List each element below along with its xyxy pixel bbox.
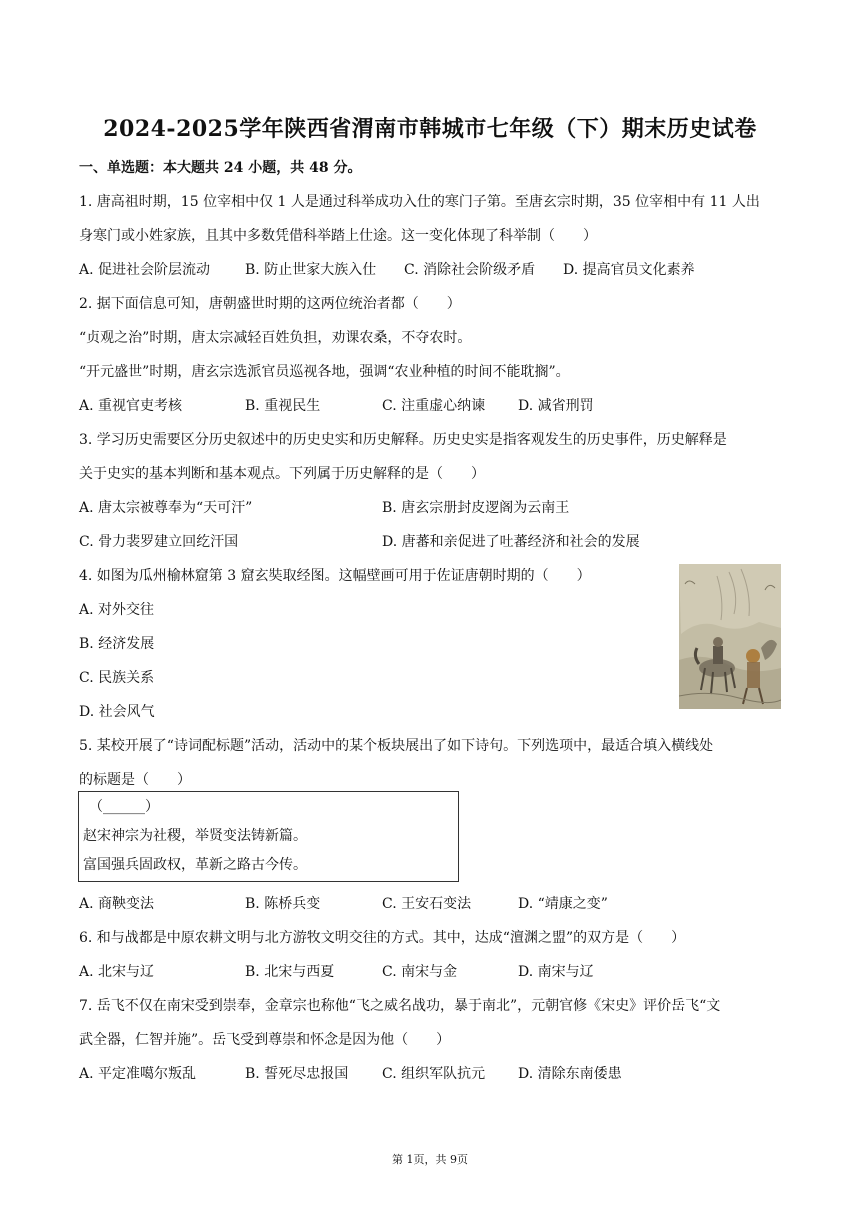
q7-stem-line2: 武全器，仁智并施”。岳飞受到尊崇和怀念是因为他（ ） [79,1032,451,1048]
q2-option-d: D. 减省刑罚 [518,398,594,414]
q5-option-c: C. 王安石变法 [382,896,472,912]
q2-option-c: C. 注重虚心纳谏 [382,398,486,414]
fresco-painting-icon [679,564,781,709]
q7-option-a: A. 平定准噶尔叛乱 [79,1066,197,1082]
q5-option-b: B. 陈桥兵变 [245,896,321,912]
q5-poem-box [78,791,459,882]
q6-option-a: A. 北宋与辽 [79,964,155,980]
q5-stem-line1: 5. 某校开展了“诗词配标题”活动，活动中的某个板块展出了如下诗句。下列选项中，最适合填入横线处 [79,738,714,754]
exam-title: 2024-2025学年陕西省渭南市韩城市七年级（下）期末历史试卷 [103,116,757,142]
q3-option-c: C. 骨力裴罗建立回纥汗国 [79,534,239,550]
q1-option-d: D. 提高官员文化素养 [563,262,695,278]
xuanzang-fresco-image [679,564,781,709]
q2-material-1: “贞观之治”时期，唐太宗减轻百姓负担，劝课农桑，不夺农时。 [79,330,472,346]
q5-box-verse-2: 富国强兵固政权，革新之路古今传。 [83,857,307,873]
page-footer: 第 1页，共 9页 [392,1153,468,1166]
q1-option-c: C. 消除社会阶级矛盾 [404,262,536,278]
q7-stem-line1: 7. 岳飞不仅在南宋受到崇奉，金章宗也称他“飞之威名战功，暴于南北”，元朝官修《宋史》评价岳飞“文 [79,998,721,1014]
q5-stem-line2: 的标题是（ ） [79,772,191,788]
q4-stem: 4. 如图为瓜州榆林窟第 3 窟玄奘取经图。这幅壁画可用于佐证唐朝时期的（ ） [79,568,591,584]
q3-stem-line2: 关于史实的基本判断和基本观点。下列属于历史解释的是（ ） [79,466,485,482]
q3-option-a: A. 唐太宗被尊奉为“天可汗” [79,500,253,516]
q2-material-2: “开元盛世”时期，唐玄宗选派官员巡视各地，强调“农业种植的时间不能耽搁”。 [79,364,570,380]
q1-option-b: B. 防止世家大族入仕 [245,262,377,278]
section-heading: 一、单选题：本大题共 24 小题，共 48 分。 [79,160,362,176]
q4-option-b: B. 经济发展 [79,636,155,652]
q5-option-a: A. 商鞅变法 [79,896,155,912]
q3-option-d: D. 唐蕃和亲促进了吐蕃经济和社会的发展 [382,534,640,550]
q7-option-c: C. 组织军队抗元 [382,1066,486,1082]
q4-option-d: D. 社会风气 [79,704,155,720]
q7-option-b: B. 誓死尽忠报国 [245,1066,349,1082]
q4-option-a: A. 对外交往 [79,602,155,618]
q6-stem: 6. 和与战都是中原农耕文明与北方游牧文明交往的方式。其中，达成“澶渊之盟”的双方是（ ） [79,930,686,946]
q2-stem: 2. 据下面信息可知，唐朝盛世时期的这两位统治者都（ ） [79,296,461,312]
q4-option-c: C. 民族关系 [79,670,155,686]
q3-option-b: B. 唐玄宗册封皮逻阁为云南王 [382,500,570,516]
q5-box-blank-title: （______） [89,799,159,815]
q2-option-a: A. 重视官吏考核 [79,398,183,414]
q3-stem-line1: 3. 学习历史需要区分历史叙述中的历史史实和历史解释。历史史实是指客观发生的历史事件，历史解释是 [79,432,727,448]
q1-option-a: A. 促进社会阶层流动 [79,262,211,278]
q6-option-d: D. 南宋与辽 [518,964,594,980]
q5-option-d: D. “靖康之变” [518,896,608,912]
q2-option-b: B. 重视民生 [245,398,321,414]
q6-option-b: B. 北宋与西夏 [245,964,335,980]
q7-option-d: D. 清除东南倭患 [518,1066,622,1082]
q6-option-c: C. 南宋与金 [382,964,458,980]
q5-box-verse-1: 赵宋神宗为社稷，举贤变法铸新篇。 [83,828,307,844]
q1-stem-line1: 1. 唐高祖时期，15 位宰相中仅 1 人是通过科举成功入仕的寒门子第。至唐玄宗时期，35 位宰相中有 11 人出 [79,194,760,210]
q1-stem-line2: 身寒门或小姓家族，且其中多数凭借科举踏上仕途。这一变化体现了科举制（ ） [79,228,597,244]
